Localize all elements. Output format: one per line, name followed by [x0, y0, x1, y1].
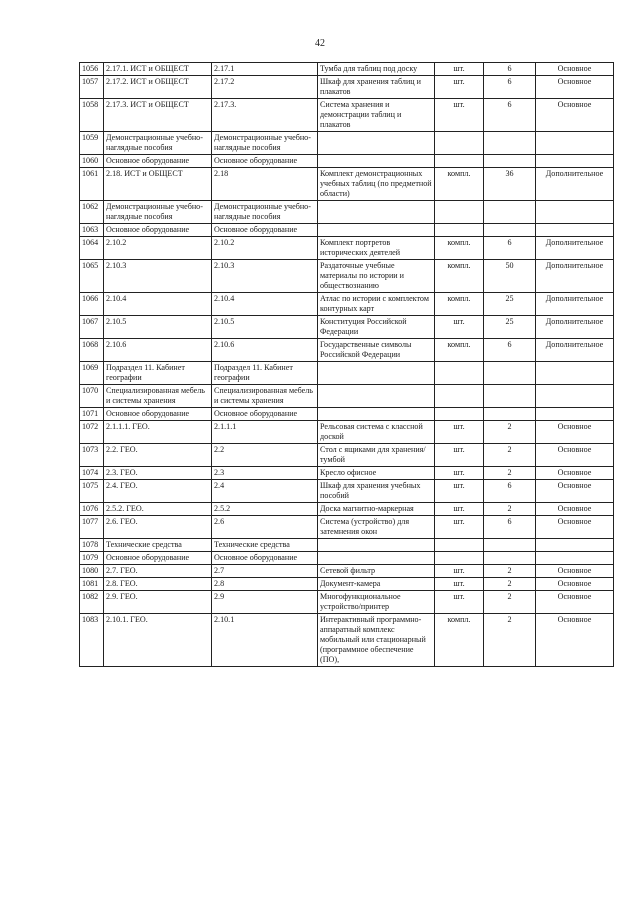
- row-code: 2.10.5: [104, 316, 212, 339]
- row-name: Атлас по истории с комплектом контурных карт: [318, 293, 435, 316]
- table-row: [80, 260, 614, 293]
- table-row: [80, 155, 614, 168]
- row-section: 2.10.3: [212, 260, 318, 293]
- row-unit: компл.: [435, 614, 484, 667]
- row-name: Рельсовая система с классной доской: [318, 421, 435, 444]
- row-unit: [435, 132, 484, 155]
- row-unit: [435, 155, 484, 168]
- table-row: [80, 224, 614, 237]
- row-quantity: 6: [484, 99, 536, 132]
- row-name: Документ-камера: [318, 578, 435, 591]
- row-quantity: [484, 132, 536, 155]
- row-name: Кресло офисное: [318, 467, 435, 480]
- row-name: Шкаф для хранения учебных пособий: [318, 480, 435, 503]
- row-quantity: 2: [484, 467, 536, 480]
- table-row: [80, 578, 614, 591]
- row-code: 2.3. ГЕО.: [104, 467, 212, 480]
- row-type: Основное: [536, 480, 614, 503]
- table-row: [80, 316, 614, 339]
- row-section: 2.1.1.1: [212, 421, 318, 444]
- table-body: [80, 63, 614, 667]
- table-row: [80, 63, 614, 76]
- row-unit: шт.: [435, 467, 484, 480]
- row-number: 1056: [80, 63, 104, 76]
- row-code: 2.5.2. ГЕО.: [104, 503, 212, 516]
- row-section: 2.10.4: [212, 293, 318, 316]
- row-name: Комплект портретов исторических деятелей: [318, 237, 435, 260]
- row-name: Сетевой фильтр: [318, 565, 435, 578]
- row-name: Доска магнитно-маркерная: [318, 503, 435, 516]
- row-number: 1071: [80, 408, 104, 421]
- row-unit: [435, 408, 484, 421]
- table-row: [80, 293, 614, 316]
- row-number: 1059: [80, 132, 104, 155]
- row-type: Основное: [536, 444, 614, 467]
- row-code: 2.9. ГЕО.: [104, 591, 212, 614]
- row-unit: компл.: [435, 293, 484, 316]
- row-quantity: 36: [484, 168, 536, 201]
- row-section: Основное оборудование: [212, 552, 318, 565]
- row-number: 1058: [80, 99, 104, 132]
- row-code: 2.8. ГЕО.: [104, 578, 212, 591]
- row-unit: компл.: [435, 339, 484, 362]
- row-type: [536, 362, 614, 385]
- row-section: 2.5.2: [212, 503, 318, 516]
- row-name: Раздаточные учебные материалы по истории и обществознанию: [318, 260, 435, 293]
- row-unit: шт.: [435, 503, 484, 516]
- row-section: 2.10.2: [212, 237, 318, 260]
- row-type: Дополнительное: [536, 168, 614, 201]
- row-code: 2.17.2. ИСТ и ОБЩЕСТ: [104, 76, 212, 99]
- row-code: 2.10.4: [104, 293, 212, 316]
- row-number: 1079: [80, 552, 104, 565]
- row-quantity: 6: [484, 63, 536, 76]
- equipment-table: [79, 62, 614, 667]
- row-name: Конституция Российской Федерации: [318, 316, 435, 339]
- row-number: 1082: [80, 591, 104, 614]
- table-row: [80, 76, 614, 99]
- row-section: 2.10.6: [212, 339, 318, 362]
- row-section: 2.10.1: [212, 614, 318, 667]
- row-number: 1072: [80, 421, 104, 444]
- table-row: [80, 480, 614, 503]
- row-name: [318, 362, 435, 385]
- row-number: 1063: [80, 224, 104, 237]
- row-type: Основное: [536, 614, 614, 667]
- row-name: [318, 552, 435, 565]
- row-number: 1064: [80, 237, 104, 260]
- row-type: Основное: [536, 63, 614, 76]
- row-unit: шт.: [435, 421, 484, 444]
- row-section: Основное оборудование: [212, 155, 318, 168]
- row-quantity: [484, 155, 536, 168]
- row-section: Основное оборудование: [212, 408, 318, 421]
- row-number: 1083: [80, 614, 104, 667]
- row-name: Интерактивный программно-аппаратный комплекс мобильный или стационарный (программное обеспечение (ПО),: [318, 614, 435, 667]
- row-number: 1078: [80, 539, 104, 552]
- row-type: Основное: [536, 503, 614, 516]
- row-code: 2.10.6: [104, 339, 212, 362]
- row-name: Шкаф для хранения таблиц и плакатов: [318, 76, 435, 99]
- row-name: [318, 132, 435, 155]
- row-section: 2.2: [212, 444, 318, 467]
- row-number: 1077: [80, 516, 104, 539]
- row-unit: шт.: [435, 316, 484, 339]
- row-unit: [435, 552, 484, 565]
- row-number: 1073: [80, 444, 104, 467]
- row-quantity: 50: [484, 260, 536, 293]
- row-type: [536, 408, 614, 421]
- page-number: 42: [315, 38, 325, 49]
- row-quantity: 6: [484, 237, 536, 260]
- table-row: [80, 591, 614, 614]
- row-type: Основное: [536, 591, 614, 614]
- row-unit: шт.: [435, 516, 484, 539]
- table-row: [80, 237, 614, 260]
- table-row: [80, 614, 614, 667]
- row-number: 1062: [80, 201, 104, 224]
- row-name: Многофункциональное устройство/принтер: [318, 591, 435, 614]
- row-number: 1060: [80, 155, 104, 168]
- row-type: Основное: [536, 516, 614, 539]
- row-type: [536, 385, 614, 408]
- row-code: 2.10.3: [104, 260, 212, 293]
- row-unit: шт.: [435, 99, 484, 132]
- row-section: 2.10.5: [212, 316, 318, 339]
- row-quantity: 2: [484, 578, 536, 591]
- row-code: 2.10.2: [104, 237, 212, 260]
- row-type: Основное: [536, 99, 614, 132]
- row-quantity: [484, 362, 536, 385]
- row-code: 2.7. ГЕО.: [104, 565, 212, 578]
- table-row: [80, 385, 614, 408]
- row-quantity: 25: [484, 293, 536, 316]
- row-unit: шт.: [435, 578, 484, 591]
- row-unit: шт.: [435, 444, 484, 467]
- row-section: 2.8: [212, 578, 318, 591]
- row-name: [318, 224, 435, 237]
- row-type: Дополнительное: [536, 237, 614, 260]
- table-row: [80, 99, 614, 132]
- row-code: 2.4. ГЕО.: [104, 480, 212, 503]
- row-type: Дополнительное: [536, 339, 614, 362]
- table-row: [80, 565, 614, 578]
- row-unit: компл.: [435, 168, 484, 201]
- table-row: [80, 201, 614, 224]
- row-unit: компл.: [435, 260, 484, 293]
- row-code: 2.18. ИСТ и ОБЩЕСТ: [104, 168, 212, 201]
- row-unit: [435, 224, 484, 237]
- table-row: [80, 362, 614, 385]
- row-code: Демонстрационные учебно-наглядные пособия: [104, 201, 212, 224]
- row-code: Технические средства: [104, 539, 212, 552]
- table-row: [80, 421, 614, 444]
- row-code: Основное оборудование: [104, 552, 212, 565]
- table-row: [80, 339, 614, 362]
- row-number: 1061: [80, 168, 104, 201]
- row-code: Основное оборудование: [104, 155, 212, 168]
- row-number: 1070: [80, 385, 104, 408]
- row-section: 2.3: [212, 467, 318, 480]
- row-number: 1081: [80, 578, 104, 591]
- row-number: 1069: [80, 362, 104, 385]
- row-number: 1067: [80, 316, 104, 339]
- row-code: Подраздел 11. Кабинет географии: [104, 362, 212, 385]
- row-unit: [435, 539, 484, 552]
- table-row: [80, 408, 614, 421]
- row-quantity: 2: [484, 614, 536, 667]
- row-section: Подраздел 11. Кабинет географии: [212, 362, 318, 385]
- row-number: 1066: [80, 293, 104, 316]
- row-quantity: [484, 201, 536, 224]
- row-quantity: [484, 552, 536, 565]
- row-name: [318, 201, 435, 224]
- row-unit: шт.: [435, 591, 484, 614]
- row-section: 2.17.2: [212, 76, 318, 99]
- row-type: [536, 539, 614, 552]
- row-type: Дополнительное: [536, 293, 614, 316]
- row-number: 1074: [80, 467, 104, 480]
- row-quantity: 2: [484, 503, 536, 516]
- row-type: Основное: [536, 565, 614, 578]
- row-code: 2.6. ГЕО.: [104, 516, 212, 539]
- row-type: Основное: [536, 578, 614, 591]
- row-section: Специализированная мебель и системы хранения: [212, 385, 318, 408]
- table-row: [80, 539, 614, 552]
- row-name: Комплект демонстрационных учебных таблиц (по предметной области): [318, 168, 435, 201]
- row-section: Основное оборудование: [212, 224, 318, 237]
- row-code: 2.17.1. ИСТ и ОБЩЕСТ: [104, 63, 212, 76]
- row-type: Основное: [536, 421, 614, 444]
- row-quantity: 2: [484, 444, 536, 467]
- row-name: [318, 155, 435, 168]
- row-type: Дополнительное: [536, 260, 614, 293]
- row-type: [536, 201, 614, 224]
- row-name: [318, 539, 435, 552]
- row-type: [536, 132, 614, 155]
- row-code: 2.17.3. ИСТ и ОБЩЕСТ: [104, 99, 212, 132]
- row-section: 2.4: [212, 480, 318, 503]
- table-row: [80, 552, 614, 565]
- row-section: 2.17.3.: [212, 99, 318, 132]
- row-quantity: 6: [484, 480, 536, 503]
- table-row: [80, 503, 614, 516]
- row-type: [536, 155, 614, 168]
- row-number: 1068: [80, 339, 104, 362]
- row-type: [536, 224, 614, 237]
- row-section: Демонстрационные учебно-наглядные пособия: [212, 201, 318, 224]
- row-name: Государственные символы Российской Федерации: [318, 339, 435, 362]
- row-quantity: [484, 539, 536, 552]
- row-type: [536, 552, 614, 565]
- row-quantity: [484, 224, 536, 237]
- row-code: 2.10.1. ГЕО.: [104, 614, 212, 667]
- row-quantity: 25: [484, 316, 536, 339]
- row-number: 1065: [80, 260, 104, 293]
- row-unit: шт.: [435, 63, 484, 76]
- row-type: Дополнительное: [536, 316, 614, 339]
- row-name: [318, 385, 435, 408]
- row-code: 2.2. ГЕО.: [104, 444, 212, 467]
- row-type: Основное: [536, 76, 614, 99]
- row-quantity: 6: [484, 339, 536, 362]
- row-unit: [435, 362, 484, 385]
- row-unit: шт.: [435, 565, 484, 578]
- row-unit: шт.: [435, 480, 484, 503]
- row-section: 2.7: [212, 565, 318, 578]
- row-code: Специализированная мебель и системы хранения: [104, 385, 212, 408]
- row-quantity: 6: [484, 76, 536, 99]
- row-name: Система (устройство) для затемнения окон: [318, 516, 435, 539]
- row-name: [318, 408, 435, 421]
- row-unit: шт.: [435, 76, 484, 99]
- row-quantity: [484, 408, 536, 421]
- table-row: [80, 168, 614, 201]
- row-quantity: 6: [484, 516, 536, 539]
- row-name: Стол с ящиками для хранения/тумбой: [318, 444, 435, 467]
- row-quantity: 2: [484, 591, 536, 614]
- row-unit: компл.: [435, 237, 484, 260]
- row-name: Тумба для таблиц под доску: [318, 63, 435, 76]
- row-quantity: 2: [484, 565, 536, 578]
- row-section: 2.18: [212, 168, 318, 201]
- table-row: [80, 467, 614, 480]
- row-section: 2.9: [212, 591, 318, 614]
- table-row: [80, 516, 614, 539]
- table-row: [80, 444, 614, 467]
- row-quantity: [484, 385, 536, 408]
- row-unit: [435, 201, 484, 224]
- row-code: Демонстрационные учебно-наглядные пособия: [104, 132, 212, 155]
- row-name: Система хранения и демонстрации таблиц и плакатов: [318, 99, 435, 132]
- row-type: Основное: [536, 467, 614, 480]
- row-section: Технические средства: [212, 539, 318, 552]
- row-number: 1075: [80, 480, 104, 503]
- row-code: Основное оборудование: [104, 408, 212, 421]
- row-code: 2.1.1.1. ГЕО.: [104, 421, 212, 444]
- row-section: 2.17.1: [212, 63, 318, 76]
- row-number: 1076: [80, 503, 104, 516]
- row-section: Демонстрационные учебно-наглядные пособия: [212, 132, 318, 155]
- row-unit: [435, 385, 484, 408]
- row-number: 1080: [80, 565, 104, 578]
- row-quantity: 2: [484, 421, 536, 444]
- row-number: 1057: [80, 76, 104, 99]
- row-section: 2.6: [212, 516, 318, 539]
- row-code: Основное оборудование: [104, 224, 212, 237]
- table-row: [80, 132, 614, 155]
